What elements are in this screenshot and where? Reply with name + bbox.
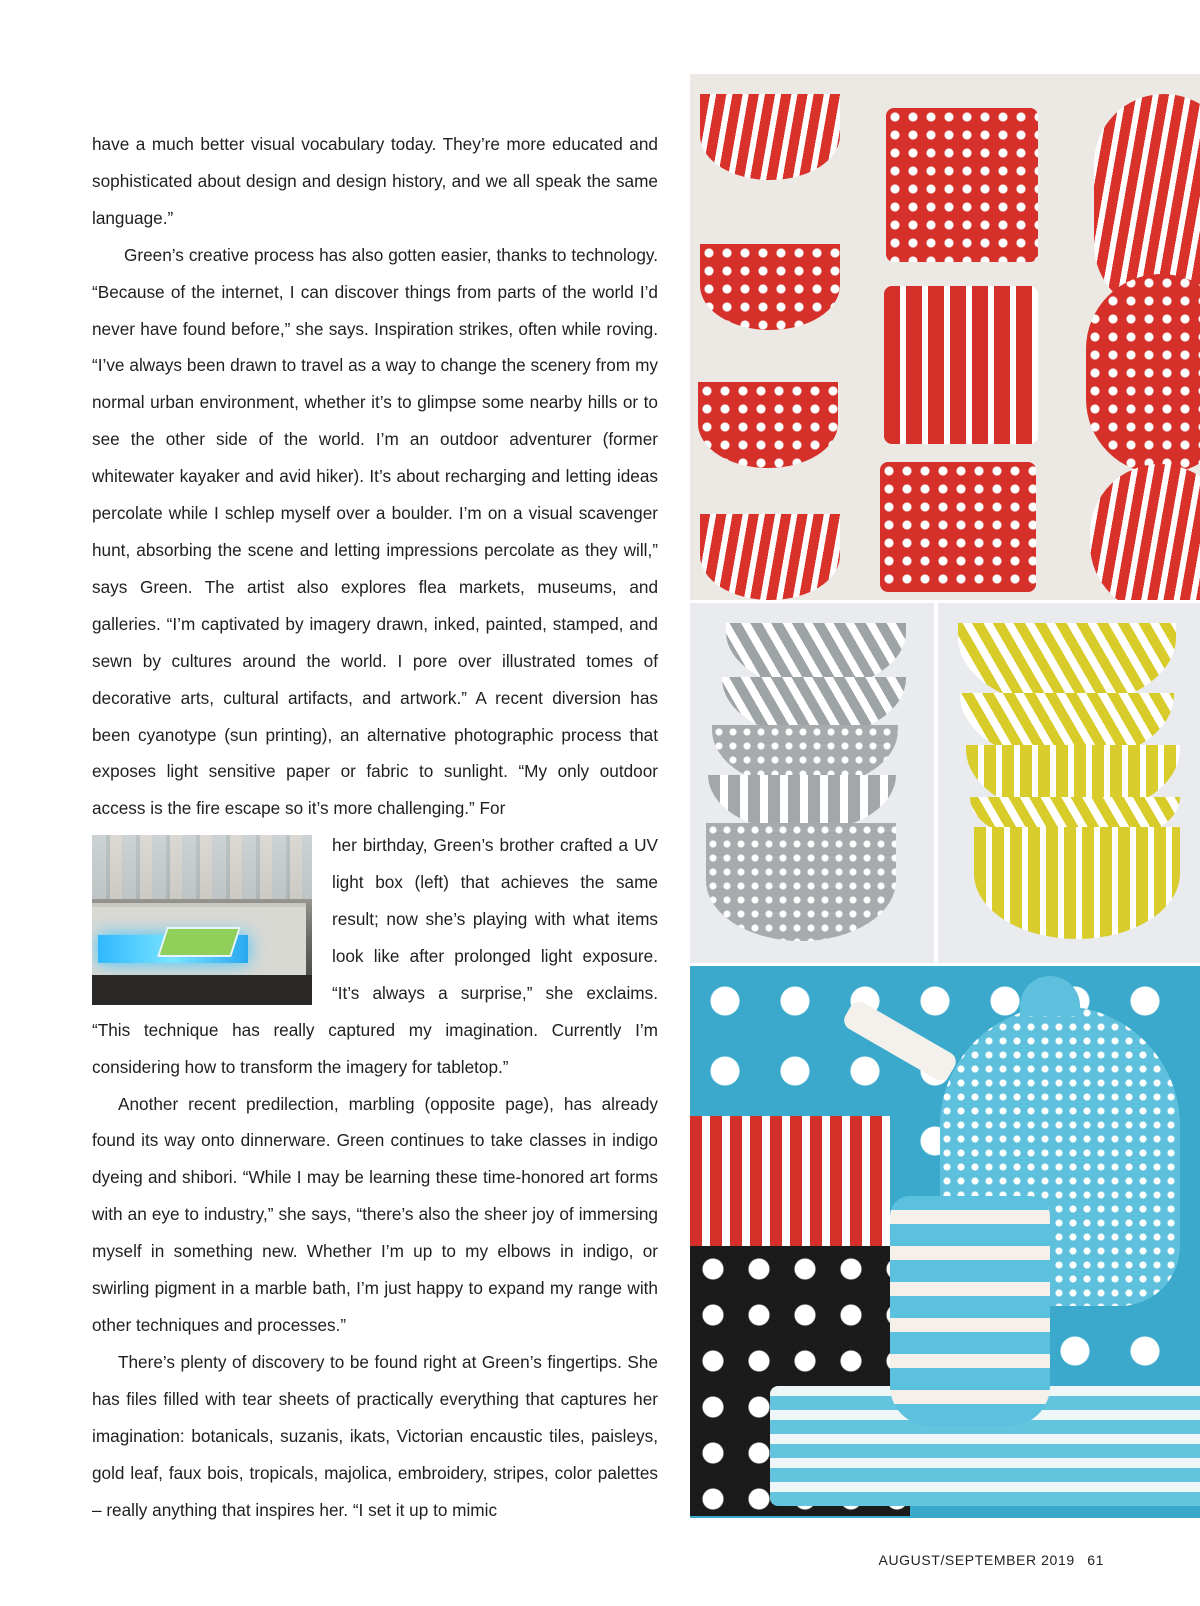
photo-teapot-set: [690, 966, 1200, 1518]
page-number: 61: [1087, 1552, 1104, 1568]
red-bowl: [698, 382, 838, 468]
red-square-plate: [880, 462, 1036, 592]
red-round-plate: [1090, 464, 1200, 600]
issue-date: AUGUST/SEPTEMBER 2019: [878, 1552, 1075, 1568]
photo-wall-prints: [92, 835, 312, 899]
uv-light-box-photo: [92, 835, 312, 1005]
teapot-spout: [841, 998, 960, 1084]
paragraph-4: Another recent predilection, marbling (opposite page), has already found its way onto dinnerware. Green continues to take classes in indigo dyeing and shibori. “While I may be learning these time-honored art forms with an eye to industry,” she says, “there’s also the sheer joy of immersing myself in something new. Whether I’m up to my elbows in indigo, or swirling pigment in a marble bath, I’m just happy to expand my range with other techniques and processes.”: [92, 1093, 658, 1335]
red-bowl: [700, 514, 840, 600]
red-bowl: [700, 94, 840, 180]
turquoise-creamer: [890, 1196, 1050, 1426]
yellow-bowl: [974, 827, 1180, 939]
photo-red-dinnerware: [690, 74, 1200, 600]
teapot-lid: [1020, 976, 1080, 1016]
article-column: [92, 126, 658, 1528]
photo-bowl-stacks: [690, 603, 1200, 963]
red-bowl: [690, 1116, 890, 1266]
red-square-plate: [886, 108, 1038, 262]
photo-shelf: [92, 975, 312, 1005]
red-bowl: [700, 244, 840, 330]
photo-divider: [934, 603, 938, 963]
paragraph-2: Green’s creative process has also gotten easier, thanks to technology. “Because of the internet, I can discover things from parts of the world I’d never have found before,” she says. Inspiration strikes, often while roving. “I’ve always been drawn to travel as a way to change the scenery from my normal urban environment, whether it’s to glimpse some nearby hills or to see the other side of the world. I’m an outdoor adventurer (former whitewater kayaker and avid hiker). It’s about recharging and letting ideas percolate while I schlep myself over a boulder. I’m on a visual scavenger hunt, absorbing the scene and letting impressions percolate as they will,” says Green. The artist also explores flea markets, museums, and galleries. “I’m captivated by imagery drawn, inked, painted, stamped, and sewn by cultures around the world. I pore over illustrated tomes of decorative arts, cultural artifacts, and artwork.” A recent diversion has been cyanotype (sun printing), an alternative photographic process that exposes light sensitive paper or fabric to sunlight. “My only outdoor access is the fire escape so it’s more challenging.” For: [92, 244, 658, 819]
page-footer: [879, 1552, 1105, 1568]
paragraph-5: There’s plenty of discovery to be found right at Green’s fingertips. She has files filled with tear sheets of practically everything that captures her imagination: botanicals, suzanis, ikats, Victorian encaustic tiles, paisleys, gold leaf, faux bois, tropicals, majolica, embroidery, stripes, color palettes – really anything that inspires her. “I set it up to mimic: [92, 1351, 658, 1520]
paragraph-3: her birthday, Green’s brother crafted a UV light box (left) that achieves the same result; now she’s playing with what items look like after prolonged light exposure. “It’s always a surprise,” she exclaims. “This technique has really captured my imagination. Currently I’m considering how to transform the imagery for tabletop.”: [92, 835, 658, 1077]
grey-bowl: [706, 823, 896, 941]
photo-cyanotype-sheet: [157, 927, 241, 957]
red-square-plate: [884, 286, 1038, 444]
paragraph-1: have a much better visual vocabulary today. They’re more educated and sophisticated about design and design history, and we all speak the same language.”: [92, 134, 658, 228]
red-round-plate: [1086, 274, 1200, 474]
